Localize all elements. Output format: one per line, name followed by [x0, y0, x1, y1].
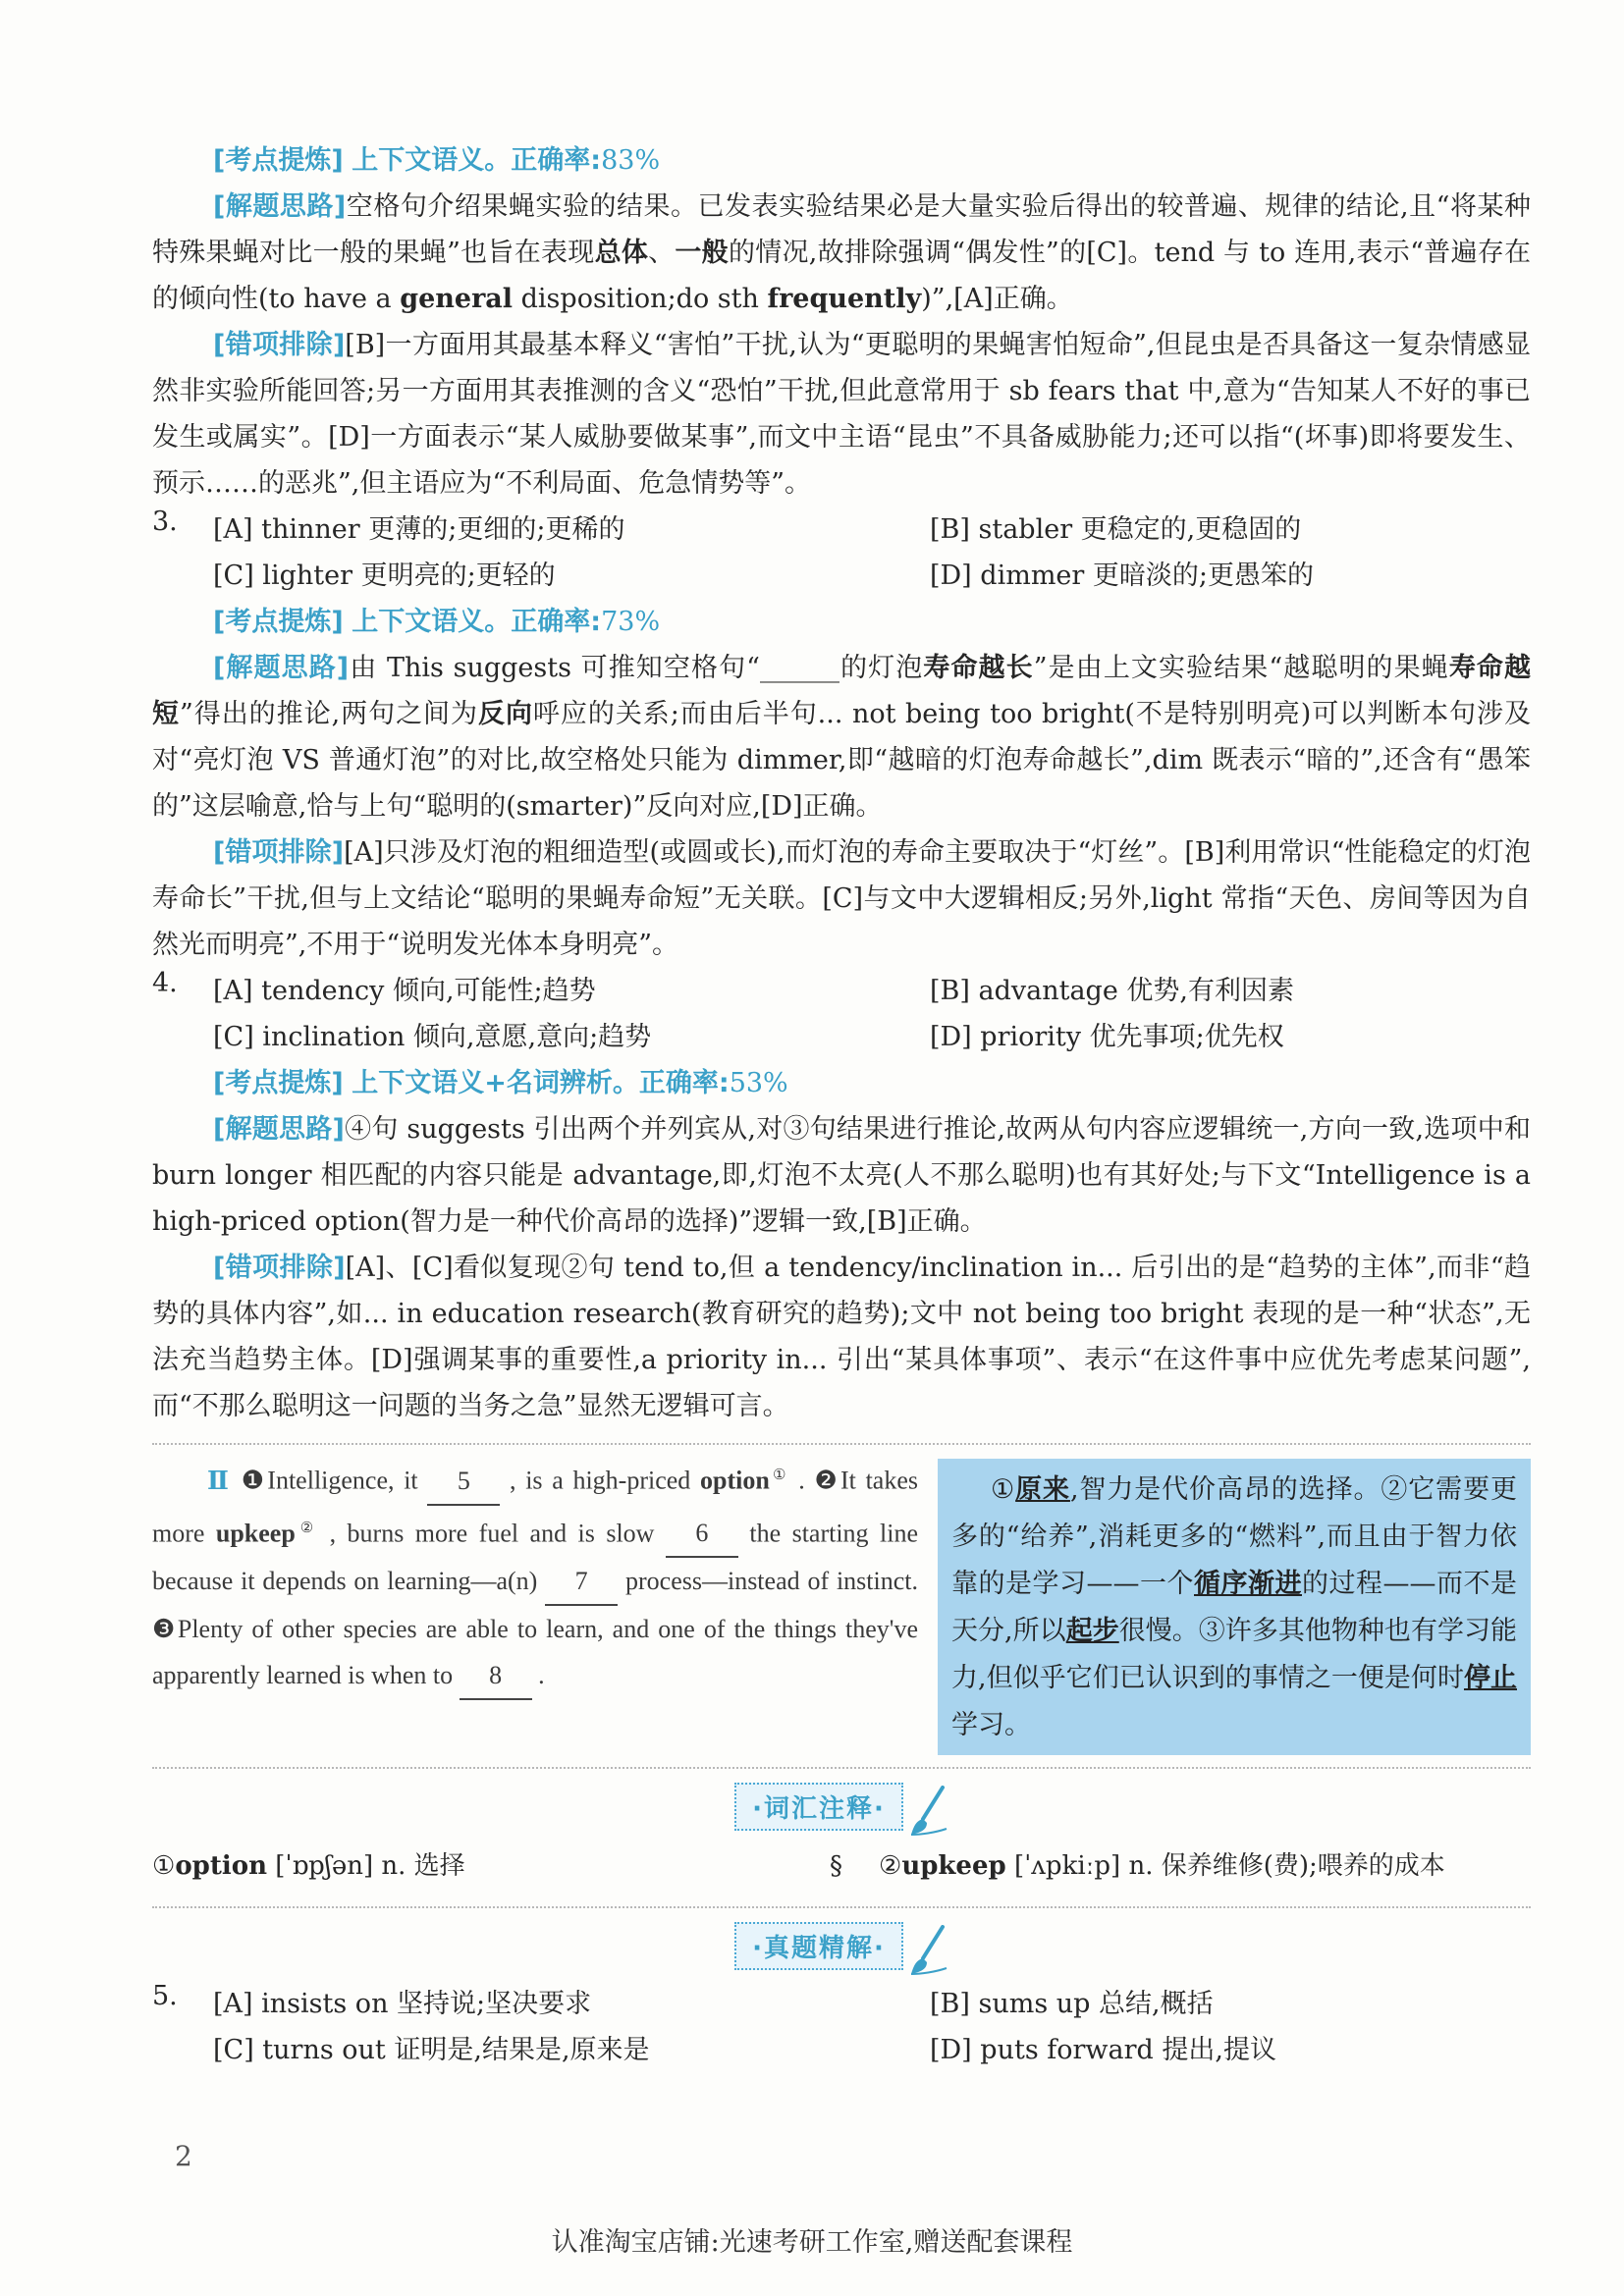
- question-number: 3.: [152, 507, 178, 537]
- option-b: [B] sums up 总结,概括: [930, 1989, 1214, 2019]
- question-5-options: [152, 1981, 1531, 2073]
- question-number: 5.: [152, 1981, 178, 2011]
- passage-text: Ⅱ ❶Intelligence, it 5 , is a high-priced option① . ❷It takes more upkeep② , burns more fuel and is slow 6 the starting line because it depends on learning—a(n) 7 process—instead of instinct. ❸Plenty of other species are able to learn, and one of the things they've apparently learned is when to 8 .: [152, 1453, 918, 1700]
- solution-paragraph: [解题思路]由 This suggests 可推知空格句“______的灯泡寿命越长”是由上文实验结果“越聪明的果蝇寿命越短”得出的推论,两句之间为反向呼应的关系;而由后半句... not being too bright(不是特别明亮)可以判断本句涉及对“亮灯泡 VS 普通灯泡”的对比,故空格处只能为 dimmer,即“越暗的灯泡寿命越长”,dim 既表示“暗的”,还含有“愚笨的”这层喻意,恰与上句“聪明的(smarter)”反向对应,[D]正确。: [152, 653, 1532, 822]
- divider-mark: §: [830, 1851, 842, 1881]
- page-number: 2: [175, 2140, 192, 2172]
- brush-icon: [909, 1925, 948, 1980]
- question-3-options: [152, 507, 1531, 599]
- blank-8: 8: [460, 1652, 532, 1700]
- solution-paragraph: [解题思路]④句 suggests 引出两个并列宾从,对③句结果进行推论,故两从句内容应逻辑统一,方向一致,选项中和 burn longer 相匹配的内容只能是 advantage,即,灯泡不太亮(人不那么聪明)也有其好处;与下文“Intelligence is a high-priced option(智力是一种代价高昂的选择)”逻辑一致,[B]正确。: [152, 1114, 1531, 1237]
- question-number: 4.: [152, 968, 178, 998]
- vocab-header-label: ·词汇注释·: [734, 1783, 903, 1831]
- wrong-option-paragraph: [错项排除][A]只涉及灯泡的粗细造型(或圆或长),而灯泡的寿命主要取决于“灯丝”。[B]利用常识“性能稳定的灯泡寿命长”干扰,但与上文结论“聪明的果蝇寿命短”无关联。[C]与文中大逻辑相反;另外,light 常指“天色、房间等因为自然光而明亮”,不用于“说明发光体本身明亮”。: [152, 837, 1531, 960]
- option-b: [B] advantage 优势,有利因素: [930, 976, 1294, 1006]
- wrong-option-tag: [错项排除]: [213, 330, 346, 360]
- option-b: [B] stabler 更稳定的,更稳固的: [930, 514, 1302, 545]
- option-a: [A] tendency 倾向,可能性;趋势: [213, 976, 596, 1006]
- option-d: [D] puts forward 提出,提议: [930, 2035, 1276, 2065]
- exam-section-header: [152, 1908, 1531, 1981]
- option-a: [A] insists on 坚持说;坚决要求: [213, 1989, 592, 2019]
- option-d: [D] priority 优先事项;优先权: [930, 1022, 1284, 1052]
- page-content: [152, 137, 1531, 2073]
- key-point: [考点提炼] 上下文语义。正确率:83%: [213, 145, 661, 176]
- exam-header-label: ·真题精解·: [734, 1922, 903, 1970]
- option-c: [C] turns out 证明是,结果是,原来是: [213, 2035, 650, 2065]
- wrong-option-paragraph: [错项排除][A]、[C]看似复现②句 tend to,但 a tendency/inclination in... 后引出的是“趋势的主体”,而非“趋势的具体内容”,如... in education research(教育研究的趋势);文中 not being too bright 表现的是一种“状态”,无法充当趋势主体。[D]强调某事的重要性,a priority in... 引出“某具体事项”、表示“在这件事中应优先考虑某问题”,而“不那么聪明这一问题的当务之急”显然无逻辑可言。: [152, 1253, 1531, 1421]
- wrong-option-paragraph: [错项排除][B]一方面用其最基本释义“害怕”干扰,认为“更聪明的果蝇害怕短命”,但昆虫是否具备这一复杂情感显然非实验所能回答;另一方面用其表推测的含义“恐怕”干扰,但此意常用于 sb fears that 中,意为“告知某人不好的事已发生或属实”。[D]一方面表示“某人威胁要做某事”,而文中主语“昆虫”不具备威胁能力;还可以指“(坏事)即将要发生、预示……的恶兆”,但主语应为“不利局面、危急情势等”。: [152, 330, 1531, 499]
- vocab-item-1: ①option [ˈɒpʃən] n. 选择: [152, 1851, 465, 1881]
- option-c: [C] lighter 更明亮的;更轻的: [213, 561, 556, 591]
- option-c: [C] inclination 倾向,意愿,意向;趋势: [213, 1022, 652, 1052]
- solution-tag: [解题思路]: [213, 191, 347, 222]
- question-4-options: [152, 968, 1531, 1060]
- key-point: [考点提炼] 上下文语义。正确率:73%: [213, 607, 661, 637]
- brush-icon: [909, 1786, 948, 1841]
- footer-note: 认准淘宝店铺:光速考研工作室,赠送配套课程: [551, 2227, 1073, 2258]
- vocab-section-header: [152, 1769, 1531, 1842]
- key-point-tag: [考点提炼]: [213, 145, 344, 176]
- vocab-item-2: ②upkeep [ˈʌpkiːp] n. 保养维修(费);喂养的成本: [879, 1851, 1445, 1881]
- blank-6: 6: [666, 1510, 738, 1558]
- translation-box: ①原来,智力是代价高昂的选择。②它需要更多的“给养”,消耗更多的“燃料”,而且由于智力依靠的是学习——一个循序渐进的过程——而不是天分,所以起步很慢。③许多其他物种也有学习能力,但似乎它们已认识到的事情之一便是何时停止学习。: [938, 1459, 1531, 1755]
- key-point: [考点提炼] 上下文语义+名词辨析。正确率:53%: [213, 1068, 788, 1098]
- vocab-list: [152, 1842, 1531, 1900]
- option-a: [A] thinner 更薄的;更细的;更稀的: [213, 514, 625, 545]
- divider: [152, 1443, 1531, 1445]
- passage-block: [152, 1453, 1531, 1767]
- option-d: [D] dimmer 更暗淡的;更愚笨的: [930, 561, 1314, 591]
- blank-7: 7: [545, 1558, 618, 1606]
- solution-paragraph: [解题思路]空格句介绍果蝇实验的结果。已发表实验结果必是大量实验后得出的较普遍、规律的结论,且“将某种特殊果蝇对比一般的果蝇”也旨在表现总体、一般的情况,故排除强调“偶发性”的[C]。tend 与 to 连用,表示“普遍存在的倾向性(to have a general disposition;do sth frequently)”,[A]正确。: [152, 191, 1532, 314]
- blank-5: 5: [427, 1458, 500, 1506]
